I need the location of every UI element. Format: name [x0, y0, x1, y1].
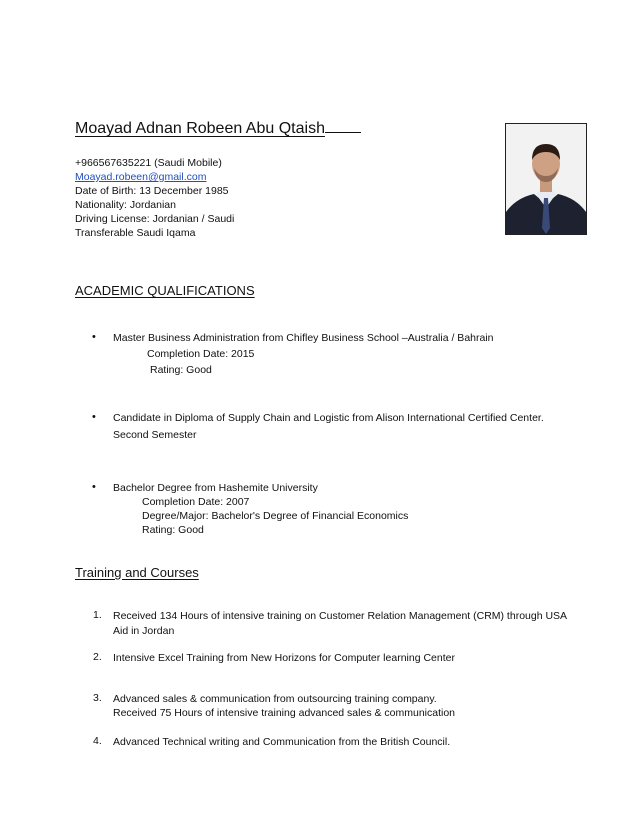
training-courses-heading: Training and Courses: [75, 565, 199, 580]
list-number: 4.: [93, 735, 102, 747]
date-of-birth: Date of Birth: 13 December 1985: [75, 185, 229, 197]
academic-qualifications-heading: ACADEMIC QUALIFICATIONS: [75, 283, 255, 298]
list-number: 3.: [93, 692, 102, 704]
qualification-3-line1: Bachelor Degree from Hashemite University: [113, 482, 318, 494]
qualification-3-line4: Rating: Good: [142, 524, 204, 536]
portrait-illustration: [506, 124, 586, 234]
bullet-icon: •: [92, 481, 96, 493]
training-3-line2: Received 75 Hours of intensive training advanced sales & communication: [113, 707, 456, 719]
phone-line: +966567635221 (Saudi Mobile): [75, 157, 222, 169]
bullet-icon: •: [92, 411, 96, 423]
name-underline-tail: [325, 118, 361, 133]
qualification-1-line3: Rating: Good: [150, 364, 212, 376]
qualification-3-line2: Completion Date: 2007: [142, 496, 250, 508]
qualification-2-line2: Second Semester: [113, 429, 197, 441]
profile-photo: [505, 123, 587, 235]
iqama: Transferable Saudi Iqama: [75, 227, 196, 239]
list-number: 1.: [93, 609, 102, 621]
training-3-line1: Advanced sales & communication from outsourcing training company.: [113, 693, 437, 705]
training-1-line2: Aid in Jordan: [113, 625, 175, 637]
nationality: Nationality: Jordanian: [75, 199, 176, 211]
qualification-3-line3: Degree/Major: Bachelor's Degree of Financial Economics: [142, 510, 409, 522]
driving-license: Driving License: Jordanian / Saudi: [75, 213, 235, 225]
bullet-icon: •: [92, 331, 96, 343]
training-2-line1: Intensive Excel Training from New Horizons for Computer learning Center: [113, 652, 455, 664]
qualification-1-line2: Completion Date: 2015: [147, 348, 255, 360]
cv-name: [75, 118, 361, 138]
list-number: 2.: [93, 651, 102, 663]
training-1-line1: Received 134 Hours of intensive training on Customer Relation Management (CRM) through USA: [113, 610, 568, 622]
email-link[interactable]: Moayad.robeen@gmail.com: [75, 171, 207, 183]
qualification-1-line1: Master Business Administration from Chifley Business School –Australia / Bahrain: [113, 332, 494, 344]
training-4-line1: Advanced Technical writing and Communication from the British Council.: [113, 736, 451, 748]
cv-name-text: Moayad Adnan Robeen Abu Qtaish: [75, 120, 325, 137]
qualification-2-line1: Candidate in Diploma of Supply Chain and Logistic from Alison International Certified Center.: [113, 412, 544, 424]
